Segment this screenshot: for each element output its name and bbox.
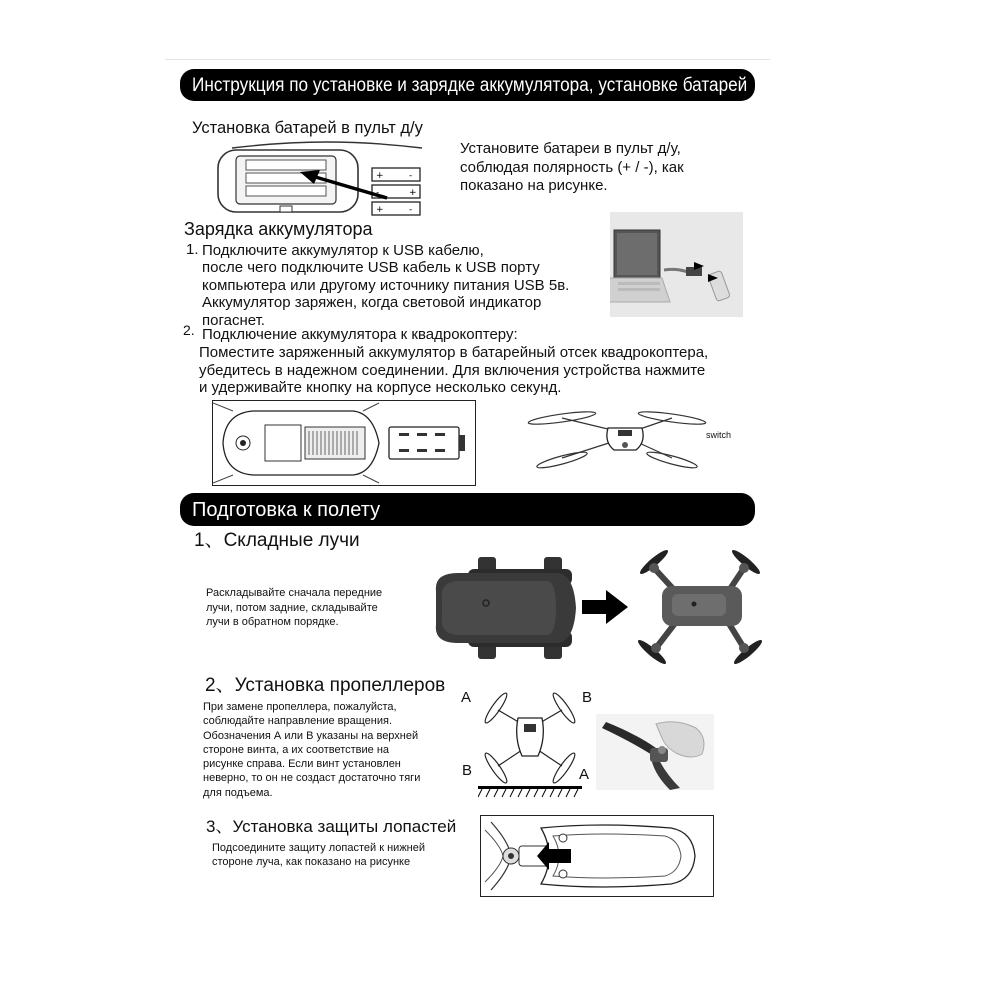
unfolded-drone-photo xyxy=(636,540,766,672)
battery-install-heading: Установка батарей в пульт д/у xyxy=(192,119,423,137)
propellers-heading: 2、Установка пропеллеров xyxy=(205,675,446,696)
svg-text:+: + xyxy=(376,205,384,215)
svg-text:-: - xyxy=(409,205,413,215)
step2-line: и удерживайте кнопку на корпусе несколько секунд. xyxy=(199,379,562,397)
section-title: Инструкция по установке и зарядке аккумулятора, установке батарей xyxy=(192,74,748,96)
battery-install-line: показано на рисунке. xyxy=(460,177,608,194)
propeller-direction-diagram xyxy=(476,688,582,790)
arms-line: лучи, потом задние, складывайте xyxy=(206,601,378,614)
usb-charging-photo xyxy=(610,212,743,317)
step2-number: 2. xyxy=(183,322,195,338)
ground-hatch xyxy=(478,786,582,798)
folded-drone-photo xyxy=(428,553,578,663)
propeller-label-b-bottom: B xyxy=(462,762,473,779)
blade-guard-diagram xyxy=(480,815,714,897)
step2-text xyxy=(199,326,708,397)
guards-line: Подсоедините защиту лопастей к нижней xyxy=(212,842,426,854)
step1-line: Подключите аккумулятор к USB кабелю, xyxy=(202,242,484,259)
guards-line: стороне луча, как показано на рисунке xyxy=(212,856,411,868)
svg-text:-: - xyxy=(376,188,380,198)
svg-text:+: + xyxy=(376,171,384,181)
propellers-line: соблюдайте направление вращения. xyxy=(203,715,393,728)
step1-line: погаснет. xyxy=(202,311,265,329)
step1-line: компьютера или другому источнику питания USB 5в. xyxy=(202,276,570,294)
arms-line: Раскладывайте сначала передние xyxy=(206,587,383,599)
propellers-text xyxy=(203,700,420,800)
propellers-line: для подъема. xyxy=(203,786,273,799)
switch-label: switch xyxy=(706,430,732,440)
propellers-line: рисунке справа. Если винт установлен xyxy=(203,758,401,771)
svg-text:+: + xyxy=(409,188,417,198)
svg-text:-: - xyxy=(409,171,413,181)
propellers-line: стороне винта, а их соответствие на xyxy=(203,743,390,756)
remote-battery-illustration xyxy=(212,140,444,220)
step2-line: убедитесь в надежном соединении. Для включения устройства нажмите xyxy=(199,361,706,379)
battery-install-text xyxy=(460,140,684,196)
step2-line: Поместите заряженный аккумулятор в батарейный отсек квадрокоптера, xyxy=(199,343,709,361)
step1-text xyxy=(202,242,569,329)
propeller-install-photo xyxy=(596,714,714,790)
arms-line: лучи в обратном порядке. xyxy=(206,616,339,628)
battery-install-line: Установите батареи в пульт д/у, xyxy=(460,140,681,157)
step1-line: Аккумулятор заряжен, когда световой индикатор xyxy=(202,294,542,312)
section-banner-flight-prep xyxy=(180,493,755,526)
propellers-line: Обозначения А или В указаны на верхней xyxy=(203,729,419,742)
arms-text xyxy=(206,586,382,630)
charging-heading: Зарядка аккумулятора xyxy=(184,219,373,239)
step2-line: Подключение аккумулятора к квадрокоптеру: xyxy=(202,326,518,343)
propellers-line: При замене пропеллера, пожалуйста, xyxy=(203,701,397,713)
guards-heading: 3、Установка защиты лопастей xyxy=(206,817,457,836)
right-arrow-icon xyxy=(582,590,630,624)
battery-install-line: соблюдая полярность (+ / -), как xyxy=(460,158,684,176)
section-banner-battery xyxy=(180,69,755,101)
section-title: Подготовка к полету xyxy=(192,498,381,521)
step1-line: после чего подключите USB кабель к USB порту xyxy=(202,259,540,277)
propeller-label-a-bottom: A xyxy=(579,766,590,783)
guards-text xyxy=(212,841,425,869)
arms-heading: 1、Складные лучи xyxy=(194,530,360,551)
propeller-label-a-top: A xyxy=(461,689,472,706)
step1-number: 1. xyxy=(186,241,199,258)
battery-compartment-diagram xyxy=(212,400,476,486)
top-rule xyxy=(165,59,770,60)
propellers-line: неверно, то он не создаст достаточно тяги xyxy=(203,772,421,785)
propeller-label-b-top: B xyxy=(582,689,593,706)
